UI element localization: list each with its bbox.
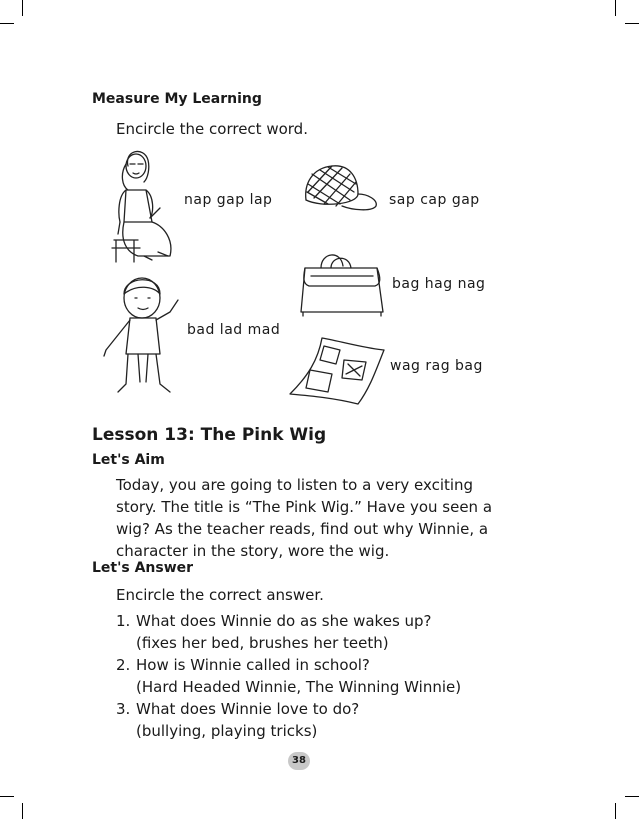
aim-line: wig? As the teacher reads, find out why Winnie, a bbox=[116, 520, 489, 538]
answer-heading: Let's Answer bbox=[92, 560, 194, 576]
question-item bbox=[116, 698, 461, 742]
question-item bbox=[116, 610, 461, 654]
question-list bbox=[116, 610, 461, 742]
question-text: What does Winnie do as she wakes up? bbox=[136, 612, 432, 630]
crop-mark bbox=[615, 0, 616, 16]
question-item bbox=[116, 654, 461, 698]
aim-line: character in the story, wore the wig. bbox=[116, 542, 390, 560]
word-choices-2[interactable]: sap cap gap bbox=[389, 192, 480, 208]
question-text: How is Winnie called in school? bbox=[136, 656, 370, 674]
section-heading: Measure My Learning bbox=[92, 91, 262, 107]
question-choices[interactable]: (Hard Headed Winnie, The Winning Winnie) bbox=[136, 678, 462, 696]
page-number: 38 bbox=[288, 752, 310, 770]
aim-paragraph bbox=[116, 474, 492, 562]
crop-mark bbox=[625, 796, 639, 797]
word-choices-4[interactable]: bad lad mad bbox=[187, 322, 281, 338]
answer-instruction: Encircle the correct answer. bbox=[116, 586, 324, 604]
aim-heading: Let's Aim bbox=[92, 452, 165, 468]
crop-mark bbox=[0, 23, 14, 24]
aim-line: Today, you are going to listen to a very exciting bbox=[116, 476, 474, 494]
question-number: 1. bbox=[116, 612, 131, 630]
question-choices[interactable]: (bullying, playing tricks) bbox=[136, 722, 318, 740]
question-text: What does Winnie love to do? bbox=[136, 700, 360, 718]
aim-line: story. The title is “The Pink Wig.” Have you seen a bbox=[116, 498, 493, 516]
girl-on-stool-icon bbox=[104, 144, 184, 264]
instruction: Encircle the correct word. bbox=[116, 120, 308, 138]
lesson-title: Lesson 13: The Pink Wig bbox=[92, 425, 327, 445]
cap-icon bbox=[302, 164, 382, 214]
word-choices-1[interactable]: nap gap lap bbox=[184, 192, 273, 208]
question-number: 3. bbox=[116, 700, 131, 718]
word-choices-3[interactable]: bag hag nag bbox=[392, 276, 486, 292]
boy-icon bbox=[100, 272, 190, 402]
crop-mark bbox=[615, 803, 616, 819]
rag-icon bbox=[288, 336, 388, 406]
bag-icon bbox=[297, 250, 387, 318]
crop-mark bbox=[0, 796, 14, 797]
question-number: 2. bbox=[116, 656, 131, 674]
crop-mark bbox=[22, 803, 23, 819]
crop-mark bbox=[625, 23, 639, 24]
crop-mark bbox=[22, 0, 23, 16]
word-choices-5[interactable]: wag rag bag bbox=[390, 358, 483, 374]
question-choices[interactable]: (fixes her bed, brushes her teeth) bbox=[136, 634, 389, 652]
